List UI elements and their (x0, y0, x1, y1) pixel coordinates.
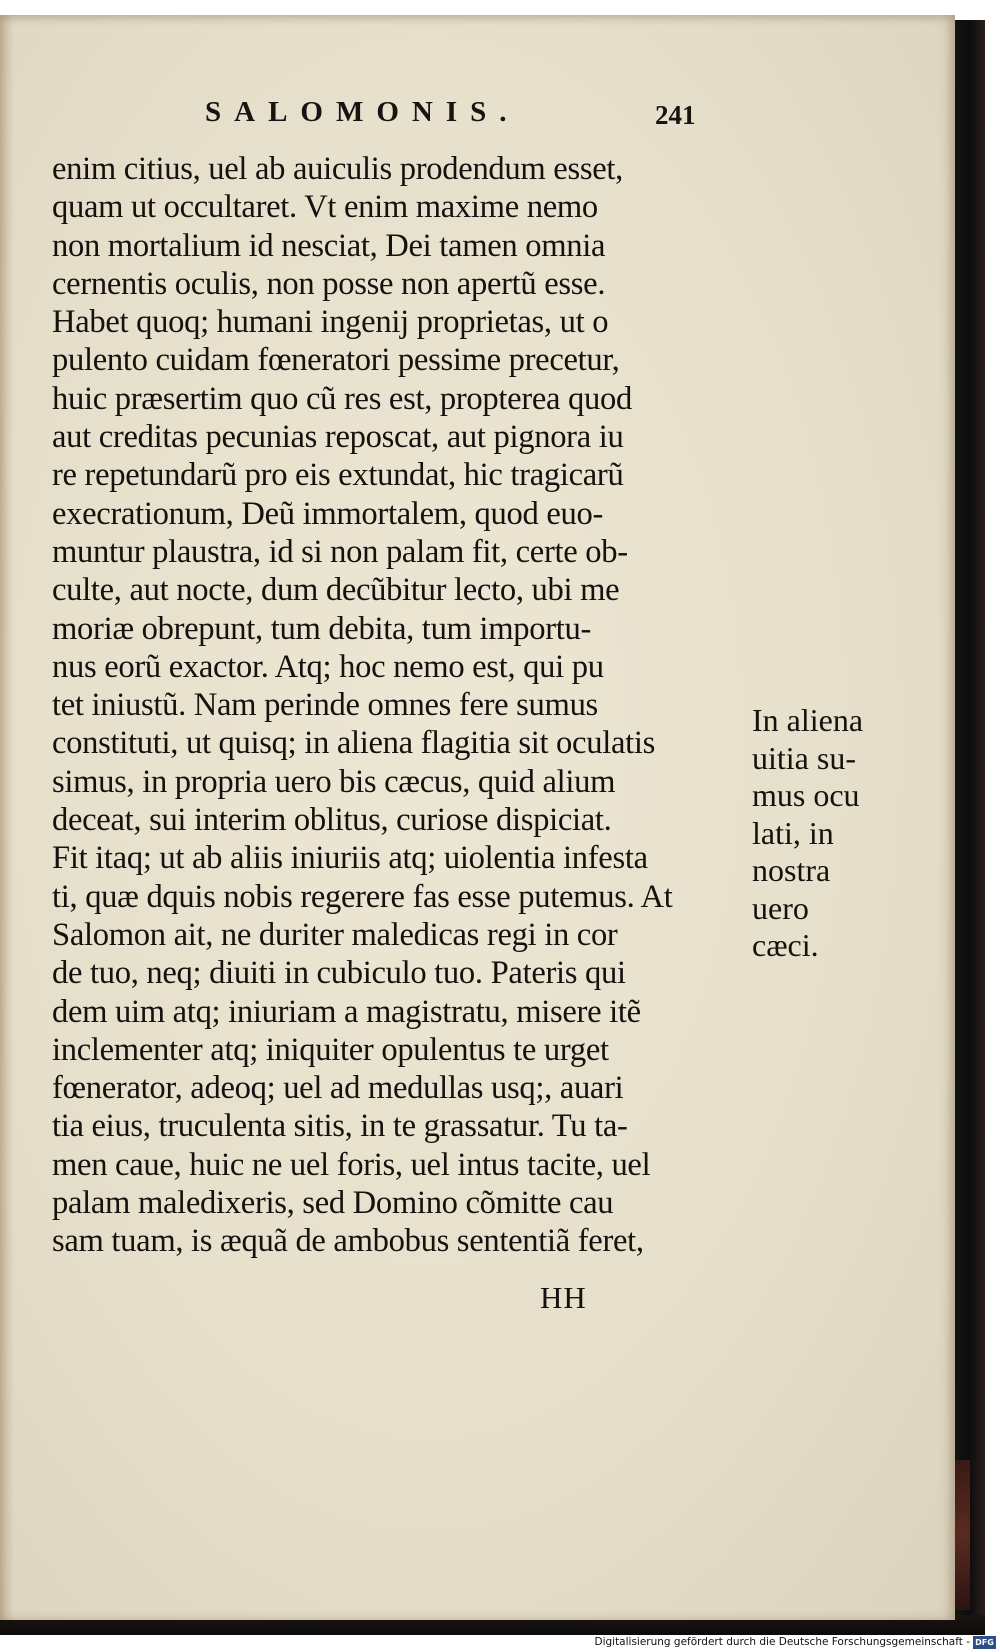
text-line: de tuo, neq; diuiti in cubiculo tuo. Pateris qui (52, 955, 626, 992)
digitization-footer (0, 1635, 1000, 1652)
text-line: execrationum, Deũ immortalem, quod euo- (52, 495, 604, 532)
text-line: Salomon ait, ne duriter maledicas regi in cor (52, 916, 618, 953)
text-line: constituti, ut quisq; in aliena flagitia sit oculatis (52, 725, 655, 762)
text-line: men caue, huic ne uel foris, uel intus tacite, uel (52, 1146, 651, 1183)
marginal-note-line: cæci. (752, 927, 819, 963)
text-line: enim citius, uel ab auiculis prodendum esset, (52, 151, 623, 187)
marginal-note-line: uitia su- (752, 739, 856, 776)
text-line: inclementer atq; iniquiter opulentus te urget (52, 1031, 609, 1068)
text-line: moriæ obrepunt, tum debita, tum importu- (52, 610, 592, 647)
dfg-logo-icon: DFG (973, 1636, 996, 1649)
text-line: muntur plaustra, id si non palam fit, certe ob- (52, 533, 628, 570)
text-line: aut creditas pecunias reposcat, aut pignora iu (52, 419, 624, 456)
text-line: re repetundarũ pro eis extundat, hic tragicarũ (52, 457, 624, 494)
text-line: Habet quoq; humani ingenij proprietas, ut o (52, 304, 609, 341)
text-line: non mortalium id nesciat, Dei tamen omnia (52, 227, 606, 264)
text-line: fœnerator, adeoq; uel ad medullas usq;, auari (52, 1070, 624, 1107)
text-line: cernentis oculis, non posse non apertũ esse. (52, 265, 606, 302)
page-number: 241 (655, 100, 696, 130)
signature-mark: HH (540, 1280, 587, 1315)
footer-credit: Digitalisierung gefördert durch die Deutsche Forschungsgemeinschaft - (594, 1636, 970, 1648)
text-line: tia eius, truculenta sitis, in te grassatur. Tu ta- (52, 1108, 628, 1145)
text-line: sam tuam, is æquã de ambobus sententiã feret, (52, 1223, 644, 1260)
text-line: deceat, sui interim oblitus, curiose dispiciat. (52, 802, 612, 839)
marginal-note (752, 702, 882, 965)
text-line: culte, aut nocte, dum decũbitur lecto, ubi me (52, 572, 620, 609)
marginal-note-line: mus ocu (752, 777, 860, 813)
running-head: SALOMONIS. (205, 96, 520, 128)
text-line: Fit itaq; ut ab aliis iniuriis atq; uiolentia infesta (52, 840, 648, 877)
text-line: nus eorũ exactor. Atq; hoc nemo est, qui pu (52, 648, 604, 685)
main-text-block (52, 150, 752, 1261)
text-line: dem uim atq; iniuriam a magistratu, misere itẽ (52, 993, 641, 1030)
marginal-note-line: uero (752, 889, 809, 926)
text-line: tet iniustũ. Nam perinde omnes fere sumus (52, 687, 598, 724)
marginal-note-line: nostra (752, 852, 831, 888)
text-line: palam maledixeris, sed Domino cõmitte cau (52, 1185, 614, 1222)
text-line: ti, quæ dquis nobis regerere fas esse putemus. At (52, 878, 673, 915)
text-line: quam ut occultaret. Vt enim maxime nemo (52, 189, 598, 226)
text-line: simus, in propria uero bis cæcus, quid alium (52, 763, 616, 800)
page-stain (0, 15, 14, 1620)
marginal-note-line: lati, in (752, 814, 834, 851)
text-line: huic præsertim quo cũ res est, propterea quod (52, 380, 632, 417)
text-line: pulento cuidam fœneratori pessime precetur, (52, 342, 620, 379)
marginal-note-line: In aliena (752, 702, 864, 738)
